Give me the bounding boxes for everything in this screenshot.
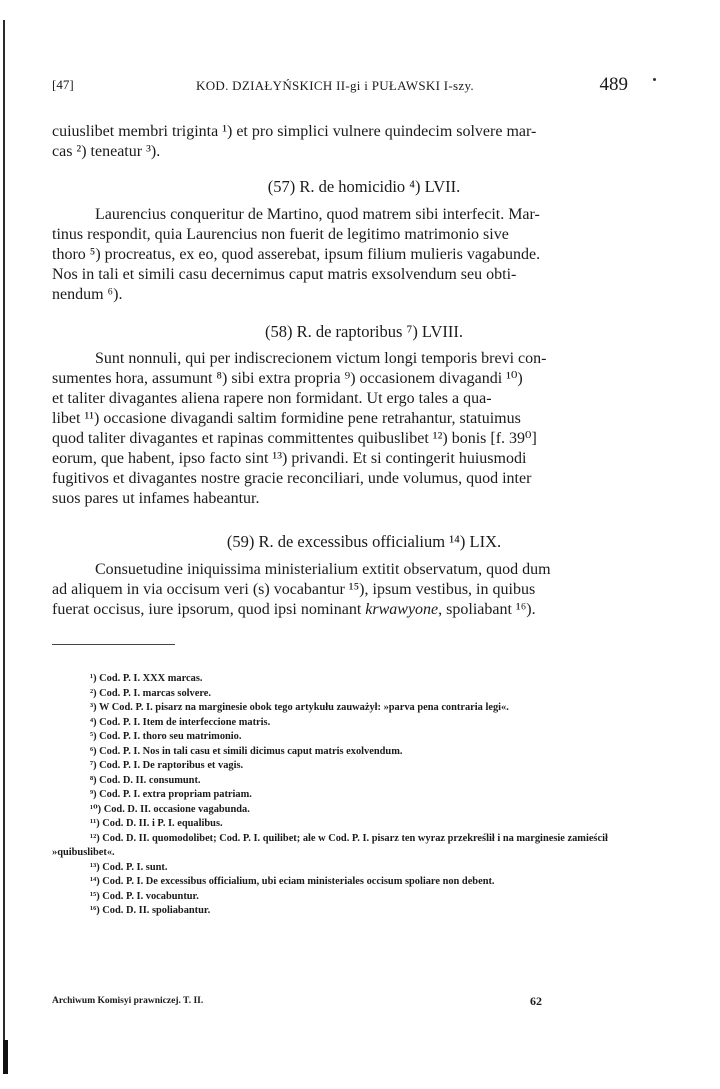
heading-text: (58) R. de raptoribus ⁷) LVIII. [264, 322, 464, 341]
running-title: KOD. DZIAŁYŃSKICH II-gi i PUŁAWSKI I-szy. [196, 78, 474, 93]
section-paragraph [52, 560, 613, 620]
italic-term: krwawyone [365, 601, 439, 618]
intro-paragraph [52, 122, 613, 162]
heading-text: (59) R. de excessibus officialium ¹⁴) LIX. [226, 532, 502, 551]
text-line: eorum, que habent, ipso facto sint ¹³) privandi. Et si contingerit huiusmodi [52, 450, 527, 467]
text-line: Consuetudine iniquissima ministerialium extitit observatum, quod dum [95, 561, 551, 578]
text-line: nendum ⁶). [52, 286, 123, 303]
footnote: ¹³) Cod. P. I. sunt. [90, 861, 168, 873]
text-line: Laurencius conqueritur de Martino, quod matrem sibi interfecit. Mar- [95, 206, 540, 223]
running-header [52, 74, 628, 98]
footnote: ¹¹) Cod. D. II. i P. I. equalibus. [90, 818, 223, 829]
section-heading [0, 322, 720, 342]
footnote: ¹²) Cod. D. II. quomodolibet; Cod. P. I. quilibet; ale w Cod. P. I. pisarz ten wyraz przekreślił i na marginesie zamieścił »quibuslibet«. [52, 832, 608, 858]
text-line: sumentes hora, assumunt ⁸) sibi extra propria ⁹) occasionem divagandi ¹⁰) [52, 370, 523, 387]
section-paragraph [52, 205, 613, 305]
footnote-separator [52, 644, 175, 645]
text-line: et taliter divagantes aliena rapere non formidant. Ut ergo tales a qua- [52, 390, 492, 407]
signature-number: 62 [530, 994, 542, 1008]
text-line: quod taliter divagantes et rapinas committentes quibuslibet ¹²) bonis [f. 39⁰] [52, 430, 537, 447]
binding-edge-mark [3, 1040, 8, 1074]
footnote: ⁹) Cod. P. I. extra propriam patriam. [90, 789, 252, 800]
text-line: fuerat occisus, iure ipsorum, quod ipsi nominant krwawyone, spoliabant ¹⁶). [52, 601, 536, 618]
text-line: tinus respondit, quia Laurencius non fuerit de legitimo matrimonio sive [52, 226, 509, 243]
text-line: cuiuslibet membri triginta ¹) et pro simplici vulnere quindecim solvere mar- [52, 123, 537, 140]
page-bracket-number: [47] [52, 77, 74, 92]
text-line: thoro ⁵) procreatus, ex eo, quod asserebat, ipsum filium mulieris vagabunde. [52, 246, 541, 263]
footnote: ¹⁵) Cod. P. I. vocabuntur. [90, 890, 199, 902]
section-heading [0, 532, 720, 552]
footnote: ¹) Cod. P. I. XXX marcas. [90, 673, 203, 684]
page-footer [52, 996, 616, 1016]
footnote: ⁴) Cod. P. I. Item de interfeccione matris. [90, 716, 271, 728]
section-heading [0, 177, 720, 197]
text-line: fugitivos et divagantes nostre gracie reconciliari, unde volumus, quod inter [52, 470, 532, 487]
text-line: libet ¹¹) occasione divagandi saltim formidine pene retrahantur, statuimus [52, 410, 521, 427]
footnote: ⁸) Cod. D. II. consumunt. [90, 774, 201, 786]
text-line: cas ²) teneatur ³). [52, 143, 161, 160]
footnotes [52, 672, 616, 919]
footnote: ⁶) Cod. P. I. Nos in tali casu et simili dicimus caput matris exolvendum. [90, 745, 403, 757]
page-number: 489 [599, 74, 628, 95]
footnote: ⁵) Cod. P. I. thoro seu matrimonio. [90, 731, 242, 742]
signature-line: Archiwum Komisyi prawniczej. T. II. [52, 996, 204, 1006]
footnote: ¹⁶) Cod. D. II. spoliabantur. [90, 905, 211, 916]
footnote: ²) Cod. P. I. marcas solvere. [90, 687, 211, 699]
footnote: ¹⁰) Cod. D. II. occasione vagabunda. [90, 803, 250, 815]
text-line: Sunt nonnuli, qui per indiscrecionem victum longi temporis brevi con- [95, 350, 547, 367]
text-line: Nos in tali et simili casu decernimus caput matris exsolvendum seu obti- [52, 266, 517, 283]
ink-speck [653, 78, 656, 81]
footnote: ¹⁴) Cod. P. I. De excessibus officialium, ubi eciam ministeriales occisum spoliare non debent. [90, 876, 495, 887]
heading-text: (57) R. de homicidio ⁴) LVII. [267, 177, 461, 196]
text-line: ad aliquem in via occisum veri (s) vocabantur ¹⁵), ipsum vestibus, in quibus [52, 581, 536, 598]
footnote: ⁷) Cod. P. I. De raptoribus et vagis. [90, 760, 244, 771]
text-line: suos pares ut infames habeantur. [52, 490, 260, 507]
footnote: ³) W Cod. P. I. pisarz na marginesie obok tego artykułu zauważył: »parva pena contraria legi«. [90, 702, 509, 713]
section-paragraph [52, 349, 613, 509]
